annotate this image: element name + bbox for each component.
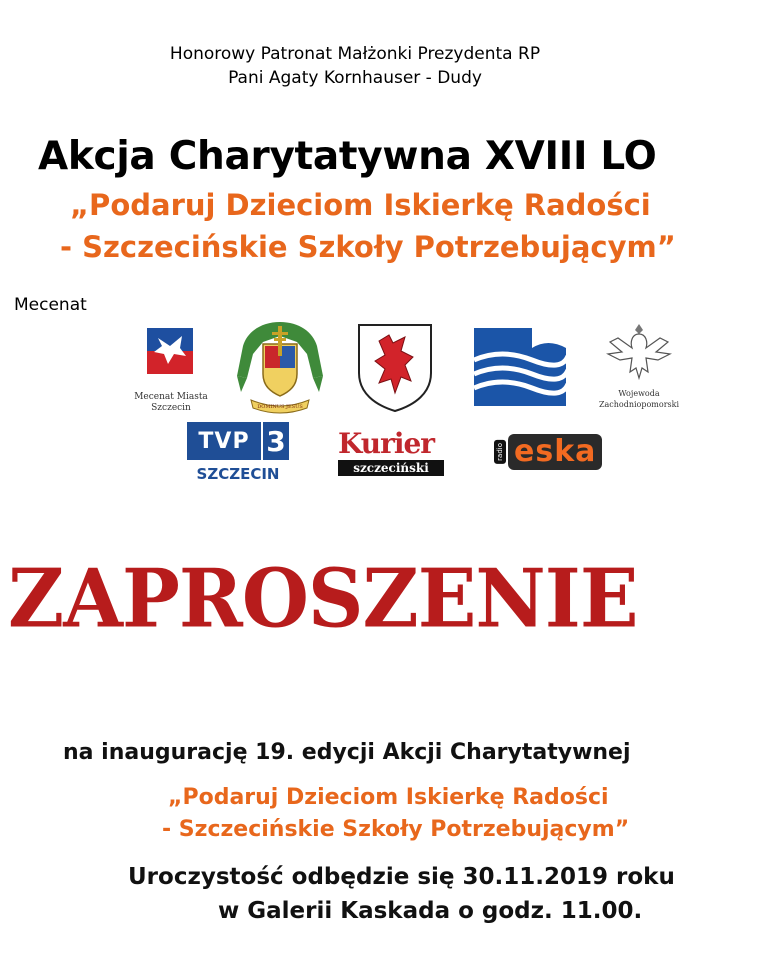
tvp-number: 3 [263, 422, 289, 460]
sponsors-heading: Mecenat [14, 295, 87, 315]
patronage-line-1: Honorowy Patronat Małżonki Prezydenta RP [169, 44, 541, 64]
mecenat-caption-2: Szczecin [151, 403, 191, 413]
invitation-line-2: „Podaruj Dzieciom Iskierkę Radości [168, 785, 609, 810]
invitation-headline: ZAPROSZENIE [8, 552, 638, 647]
subtitle-line-2: - Szczecińskie Szkoły Potrzebującym” [60, 230, 676, 264]
tvp-label: TVP [187, 422, 261, 460]
kurier-tagline: szczeciński [338, 460, 444, 476]
patronage-line-2: Pani Agaty Kornhauser - Dudy [228, 68, 482, 88]
eska-box [494, 432, 612, 472]
mecenat-caption-1: Mecenat Miasta [134, 392, 208, 402]
kurier-szczecinski-logo [338, 428, 448, 480]
page-title: Akcja Charytatywna XVIII LO [38, 134, 657, 179]
coat-of-arms-motto: DOMINUS JESUS [257, 404, 303, 410]
invitation-line-4: Uroczystość odbędzie się 30.11.2019 roku [128, 864, 675, 890]
invitation-line-1: na inaugurację 19. edycji Akcji Charytatywnej [63, 740, 631, 765]
invitation-line-5: w Galerii Kaskada o godz. 11.00. [218, 898, 643, 924]
mecenat-miasta-icon [124, 326, 218, 378]
kurier-brand: Kurier [338, 427, 435, 460]
invitation-line-3: - Szczecińskie Szkoły Potrzebującym” [162, 817, 630, 842]
radio-eska-logo [494, 432, 612, 472]
eska-prefix: radio [494, 440, 506, 464]
waves-icon [472, 326, 568, 408]
mecenat-miasta-logo [124, 326, 218, 416]
wojewoda-caption-2: Zachodniopomorski [598, 400, 680, 409]
tvp-city: SZCZECIN [196, 465, 280, 483]
eska-brand: eska [508, 434, 602, 470]
coat-of-arms-icon [233, 318, 327, 414]
subtitle-line-1: „Podaruj Dzieciom Iskierkę Radości [70, 188, 651, 222]
griffin-coat-of-arms [355, 321, 435, 413]
waves-logo [472, 326, 568, 408]
wojewoda-caption-1: Wojewoda [618, 389, 660, 398]
archbishop-coat-of-arms [233, 318, 327, 414]
griffin-icon [355, 321, 435, 413]
tvp3-szczecin-logo [187, 422, 289, 484]
wojewoda-logo [596, 320, 682, 412]
eagle-icon [596, 320, 682, 382]
tvp3-box [187, 422, 289, 460]
